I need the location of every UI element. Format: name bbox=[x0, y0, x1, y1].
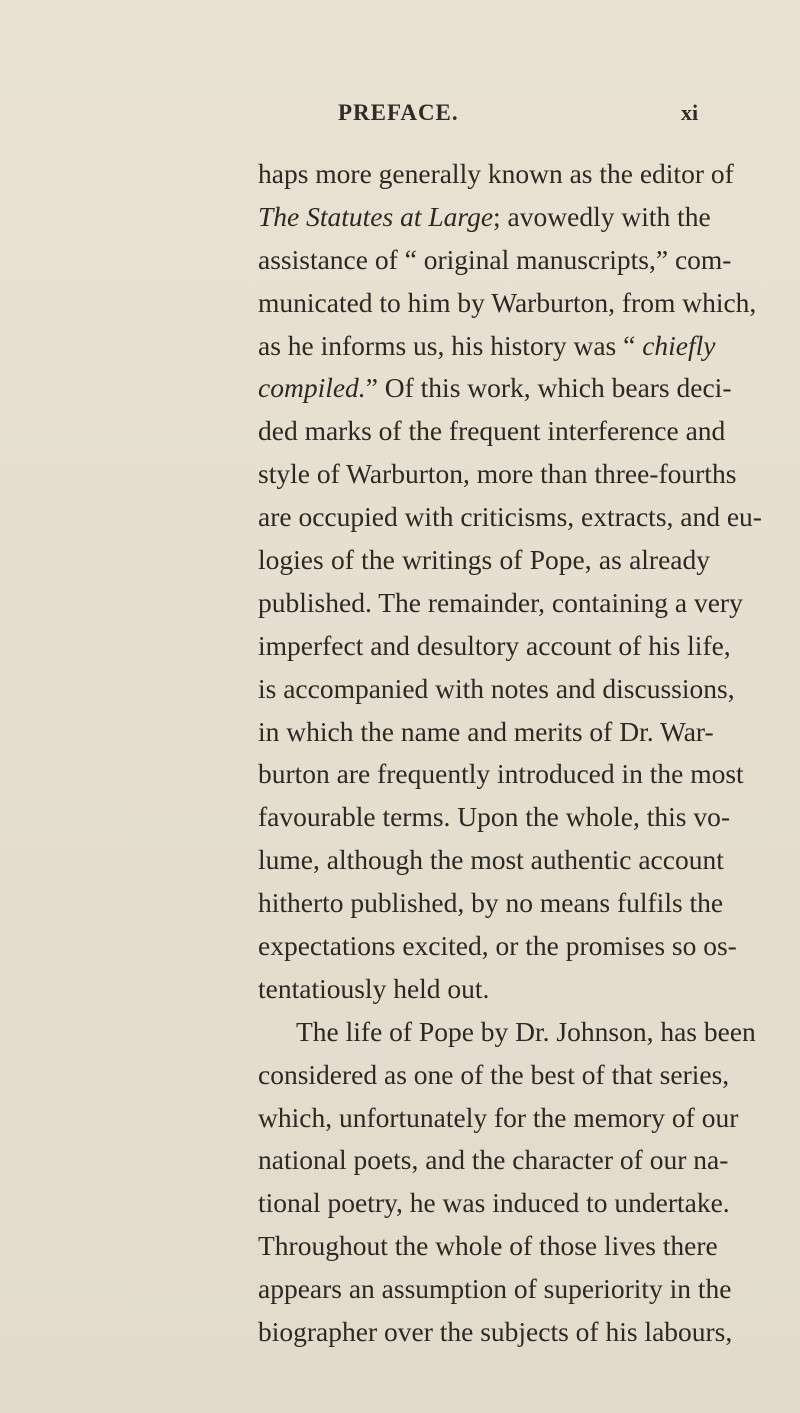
text-line: municated to him by Warburton, from which, bbox=[258, 286, 757, 318]
text-line: considered as one of the best of that series, bbox=[258, 1058, 730, 1090]
text-line bbox=[258, 367, 732, 410]
text-line: biographer over the subjects of his labours, bbox=[258, 1316, 733, 1348]
text-line: tentatiously held out. bbox=[258, 972, 490, 1004]
text-line: haps more generally known as the editor of bbox=[258, 158, 734, 189]
text-line: logies of the writings of Pope, as already bbox=[258, 544, 710, 576]
body-text bbox=[258, 153, 762, 1354]
text-line bbox=[258, 196, 710, 239]
text-line: tional poetry, he was induced to undertake. bbox=[258, 1187, 730, 1219]
running-head: PREFACE. bbox=[338, 100, 459, 125]
page-number: xi bbox=[681, 100, 699, 125]
text-line: hitherto published, by no means fulfils the bbox=[258, 887, 724, 919]
text-line: style of Warburton, more than three-fourths bbox=[258, 458, 737, 490]
text-line: favourable terms. Upon the whole, this vo- bbox=[258, 801, 730, 833]
text-segment: as he informs us, his history was “ bbox=[258, 329, 643, 361]
text-line: published. The remainder, containing a very bbox=[258, 586, 743, 618]
italic-text: The Statutes at Large bbox=[258, 200, 494, 232]
text-line: The life of Pope by Dr. Johnson, has been bbox=[296, 1015, 756, 1047]
text-line bbox=[258, 325, 716, 368]
text-line: is accompanied with notes and discussions, bbox=[258, 672, 735, 704]
text-line: are occupied with criticisms, extracts, and eu- bbox=[258, 501, 762, 533]
italic-text: compiled. bbox=[258, 372, 366, 404]
text-line: assistance of “ original manuscripts,” com- bbox=[258, 243, 732, 275]
text-line: ded marks of the frequent interference and bbox=[258, 415, 726, 447]
text-line: national poets, and the character of our na- bbox=[258, 1144, 729, 1176]
text-line: which, unfortunately for the memory of our bbox=[258, 1101, 739, 1133]
text-line: appears an assumption of superiority in the bbox=[258, 1273, 732, 1305]
page-header bbox=[0, 100, 800, 140]
text-line: Throughout the whole of those lives there bbox=[258, 1230, 718, 1262]
text-line: imperfect and desultory account of his life, bbox=[258, 629, 731, 661]
italic-text: chiefly bbox=[642, 329, 716, 361]
text-line: expectations excited, or the promises so os- bbox=[258, 930, 737, 962]
text-segment: ” Of this work, which bears deci- bbox=[365, 372, 732, 404]
text-line: lume, although the most authentic account bbox=[258, 844, 724, 876]
text-line: burton are frequently introduced in the most bbox=[258, 758, 744, 790]
text-line: in which the name and merits of Dr. War- bbox=[258, 715, 714, 747]
text-segment: ; avowedly with the bbox=[493, 200, 711, 232]
